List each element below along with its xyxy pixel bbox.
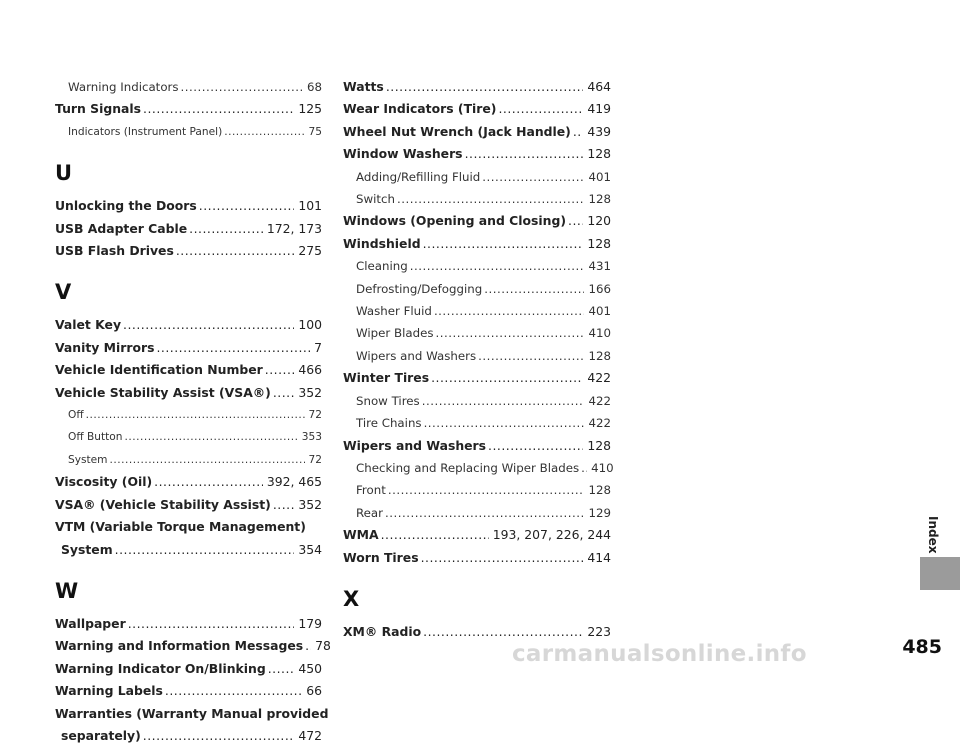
dot-leader xyxy=(381,524,489,546)
entry-term: Warning and Information Messages xyxy=(55,638,304,654)
index-entry-vehicle-identification-number[interactable] xyxy=(55,359,322,381)
dot-leader xyxy=(573,121,584,143)
page-reference[interactable]: 101 xyxy=(298,198,322,214)
dot-leader xyxy=(154,471,263,493)
index-entry-windshield[interactable] xyxy=(343,233,611,255)
dot-leader xyxy=(421,547,584,569)
index-entry-wallpaper[interactable] xyxy=(55,613,322,635)
index-entry-wma[interactable] xyxy=(343,524,611,546)
index-subentry-cleaning[interactable] xyxy=(343,255,611,277)
entry-term: Wipers and Washers xyxy=(343,437,487,453)
dot-leader xyxy=(482,166,584,188)
page-reference[interactable]: 401 xyxy=(588,304,611,319)
dot-leader xyxy=(431,367,583,389)
index-subentry-snow-tires[interactable] xyxy=(343,390,611,412)
index-subentry-adding-refilling-fluid[interactable] xyxy=(343,166,611,188)
dot-leader xyxy=(568,210,583,232)
page-reference[interactable]: 223 xyxy=(587,623,611,639)
dot-leader xyxy=(268,658,295,680)
page-reference[interactable]: 100 xyxy=(298,317,322,333)
entry-term: Windows (Opening and Closing) xyxy=(343,213,566,229)
dot-leader xyxy=(423,233,584,255)
page-reference[interactable]: 128 xyxy=(587,146,611,162)
entry-term: Watts xyxy=(343,79,384,94)
dot-leader xyxy=(273,494,295,516)
page-reference[interactable]: 466 xyxy=(298,362,322,378)
index-entry-warranties-warranty-manual-provided[interactable] xyxy=(55,703,329,725)
entry-term: Off xyxy=(68,409,84,422)
index-column-right xyxy=(343,76,614,643)
page-reference[interactable]: 125 xyxy=(298,101,322,117)
entry-term: Front xyxy=(356,483,386,498)
index-subentry-indicators-instrument-panel[interactable] xyxy=(55,121,322,143)
entry-term: USB Adapter Cable xyxy=(55,220,188,236)
index-entry-wheel-nut-wrench-jack-handle[interactable] xyxy=(343,121,611,143)
page-reference[interactable]: 464 xyxy=(587,79,611,94)
entry-term: Warranties (Warranty Manual provided xyxy=(55,705,329,721)
section-letter-u: U xyxy=(55,161,73,186)
page-reference[interactable]: 78 xyxy=(315,638,331,654)
index-entry-vanity-mirrors[interactable] xyxy=(55,337,322,359)
entry-term: Vehicle Stability Assist (VSA®) xyxy=(55,384,271,400)
index-subentry-off[interactable] xyxy=(55,404,322,426)
dot-leader xyxy=(465,143,584,165)
page-reference[interactable]: 439 xyxy=(587,123,611,139)
entry-term: Worn Tires xyxy=(343,549,419,565)
section-tab-label: Index xyxy=(926,516,940,554)
page-reference[interactable]: 352 xyxy=(298,384,322,400)
page-reference[interactable]: 75 xyxy=(308,125,322,138)
page-reference[interactable]: 128 xyxy=(587,437,611,453)
entry-term: Washer Fluid xyxy=(356,304,432,319)
dot-leader xyxy=(128,613,295,635)
dot-leader xyxy=(498,98,583,120)
page-reference[interactable]: 401 xyxy=(588,169,611,184)
index-entry-continuation[interactable] xyxy=(55,725,322,747)
index-subentry-warning-indicators[interactable] xyxy=(55,76,322,98)
page-reference[interactable]: 7 xyxy=(314,339,322,355)
index-subentry-defrosting-defogging[interactable] xyxy=(343,278,611,300)
entry-term: Cleaning xyxy=(356,259,408,274)
entry-term: Turn Signals xyxy=(55,101,142,117)
entry-term: Windshield xyxy=(343,235,421,251)
entry-term: Snow Tires xyxy=(356,393,420,408)
entry-term: Adding/Refilling Fluid xyxy=(356,169,481,184)
page-reference[interactable]: 422 xyxy=(587,370,611,386)
dot-leader xyxy=(305,635,311,657)
index-subentry-rear[interactable] xyxy=(343,502,611,524)
index-subentry-front[interactable] xyxy=(343,479,611,501)
dot-leader xyxy=(265,359,295,381)
page-reference[interactable]: 422 xyxy=(588,416,611,431)
page-reference[interactable]: 354 xyxy=(298,541,322,557)
dot-leader xyxy=(86,404,305,426)
entry-term: Rear xyxy=(356,505,384,520)
index-subentry-wipers-and-washers[interactable] xyxy=(343,345,611,367)
entry-term: VTM (Variable Torque Management) xyxy=(55,519,306,535)
page-reference[interactable]: 66 xyxy=(306,683,322,699)
dot-leader xyxy=(581,457,587,479)
entry-term: Warning Indicator On/Blinking xyxy=(55,660,266,676)
dot-leader xyxy=(143,98,294,120)
dot-leader xyxy=(424,412,585,434)
page-reference[interactable]: 166 xyxy=(588,281,611,296)
page-reference[interactable]: 352 xyxy=(298,496,322,512)
dot-leader xyxy=(273,382,295,404)
entry-term-continued: System xyxy=(61,541,113,557)
page-reference[interactable]: 179 xyxy=(298,615,322,631)
section-tab-marker xyxy=(920,557,960,590)
entry-term-continued: separately) xyxy=(61,727,141,743)
page-reference[interactable]: 410 xyxy=(588,326,611,341)
page-reference[interactable]: 128 xyxy=(588,483,611,498)
index-entry-watts[interactable] xyxy=(343,76,611,98)
dot-leader xyxy=(125,426,298,448)
dot-leader xyxy=(176,240,295,262)
page-reference[interactable]: 72 xyxy=(308,409,322,422)
dot-leader xyxy=(434,300,585,322)
entry-term: Unlocking the Doors xyxy=(55,198,197,214)
entry-term: Warning Labels xyxy=(55,683,163,699)
index-entry-warning-and-information-messages[interactable] xyxy=(55,635,331,657)
index-subentry-system[interactable] xyxy=(55,449,322,471)
page-reference[interactable]: 120 xyxy=(587,213,611,229)
page-reference[interactable]: 353 xyxy=(301,431,322,444)
page-reference[interactable]: 128 xyxy=(588,192,611,207)
entry-term: Wipers and Washers xyxy=(356,348,477,363)
dot-leader xyxy=(385,502,584,524)
index-entry-viscosity-oil[interactable] xyxy=(55,471,322,493)
dot-leader xyxy=(189,218,263,240)
page-number: 485 xyxy=(902,636,942,658)
index-column-left xyxy=(55,76,331,747)
index-entry-warning-labels[interactable] xyxy=(55,680,322,702)
index-entry-vehicle-stability-assist-vsa[interactable] xyxy=(55,382,322,404)
dot-leader xyxy=(110,449,305,471)
dot-leader xyxy=(423,621,583,643)
index-subentry-switch[interactable] xyxy=(343,188,611,210)
index-subentry-checking-and-replacing-wiper-blades[interactable] xyxy=(343,457,614,479)
index-entry-valet-key[interactable] xyxy=(55,314,322,336)
index-entry-winter-tires[interactable] xyxy=(343,367,611,389)
dot-leader xyxy=(422,390,585,412)
page-reference[interactable]: 422 xyxy=(588,393,611,408)
index-entry-worn-tires[interactable] xyxy=(343,547,611,569)
index-entry-wear-indicators-tire[interactable] xyxy=(343,98,611,120)
entry-term: Wear Indicators (Tire) xyxy=(343,101,497,117)
entry-term: USB Flash Drives xyxy=(55,243,174,259)
entry-term: Vanity Mirrors xyxy=(55,339,155,355)
entry-term: XM® Radio xyxy=(343,623,422,639)
entry-term: Tire Chains xyxy=(356,416,422,431)
index-entry-usb-flash-drives[interactable] xyxy=(55,240,322,262)
page-reference[interactable]: 128 xyxy=(588,348,611,363)
dot-leader xyxy=(123,314,294,336)
entry-term: WMA xyxy=(343,527,379,543)
dot-leader xyxy=(488,435,583,457)
dot-leader xyxy=(386,76,584,98)
dot-leader xyxy=(143,725,295,747)
page-reference[interactable]: 392, 465 xyxy=(266,474,322,490)
entry-term: Defrosting/Defogging xyxy=(356,281,483,296)
index-entry-vsa-vehicle-stability-assist[interactable] xyxy=(55,494,322,516)
dot-leader xyxy=(484,278,584,300)
entry-term: Off Button xyxy=(68,431,123,444)
section-letter-w: W xyxy=(55,578,79,603)
page-reference[interactable]: 419 xyxy=(587,101,611,117)
entry-term: Wallpaper xyxy=(55,615,126,631)
dot-leader xyxy=(397,188,584,210)
dot-leader xyxy=(224,121,304,143)
index-subentry-off-button[interactable] xyxy=(55,426,322,448)
index-entry-window-washers[interactable] xyxy=(343,143,611,165)
entry-term: Switch xyxy=(356,192,396,207)
page-reference[interactable]: 472 xyxy=(298,727,322,743)
index-entry-turn-signals[interactable] xyxy=(55,98,322,120)
entry-term: Winter Tires xyxy=(343,370,430,386)
entry-term: Wheel Nut Wrench (Jack Handle) xyxy=(343,123,571,139)
entry-term: Indicators (Instrument Panel) xyxy=(68,125,223,138)
section-letter-v: V xyxy=(55,280,72,305)
entry-term: Wiper Blades xyxy=(356,326,434,341)
dot-leader xyxy=(165,680,302,702)
page-reference[interactable]: 72 xyxy=(308,453,322,466)
page-reference[interactable]: 129 xyxy=(588,505,611,520)
index-entry-continuation[interactable] xyxy=(55,539,322,561)
dot-leader xyxy=(115,539,295,561)
page-reference[interactable]: 414 xyxy=(587,549,611,565)
dot-leader xyxy=(388,479,585,501)
index-subentry-tire-chains[interactable] xyxy=(343,412,611,434)
dot-leader xyxy=(478,345,584,367)
entry-term: VSA® (Vehicle Stability Assist) xyxy=(55,496,271,512)
dot-leader xyxy=(181,76,303,98)
index-entry-wipers-and-washers[interactable] xyxy=(343,435,611,457)
index-entry-windows-opening-and-closing[interactable] xyxy=(343,210,611,232)
page-reference[interactable]: 172, 173 xyxy=(266,220,322,236)
dot-leader xyxy=(156,337,310,359)
index-entry-unlocking-the-doors[interactable] xyxy=(55,195,322,217)
entry-term: Vehicle Identification Number xyxy=(55,362,263,378)
section-letter-x: X xyxy=(343,586,360,611)
page-reference[interactable]: 68 xyxy=(306,80,322,94)
entry-term: Window Washers xyxy=(343,146,463,162)
page-reference[interactable]: 128 xyxy=(587,235,611,251)
entry-term: System xyxy=(68,453,108,466)
page-reference[interactable]: 431 xyxy=(588,259,611,274)
watermark: carmanualsonline.info xyxy=(512,641,807,667)
entry-term: Viscosity (Oil) xyxy=(55,474,153,490)
index-subentry-wiper-blades[interactable] xyxy=(343,322,611,344)
page-reference[interactable]: 450 xyxy=(298,660,322,676)
entry-term: Valet Key xyxy=(55,317,122,333)
index-entry-xm-radio[interactable] xyxy=(343,621,611,643)
entry-term: Checking and Replacing Wiper Blades xyxy=(356,460,580,475)
index-entry-vtm-variable-torque-management[interactable] xyxy=(55,516,322,538)
index-subentry-washer-fluid[interactable] xyxy=(343,300,611,322)
page-reference[interactable]: 410 xyxy=(591,460,614,475)
dot-leader xyxy=(199,195,295,217)
index-entry-usb-adapter-cable[interactable] xyxy=(55,218,322,240)
index-entry-warning-indicator-on-blinking[interactable] xyxy=(55,658,322,680)
dot-leader xyxy=(436,322,585,344)
page-reference[interactable]: 275 xyxy=(298,243,322,259)
dot-leader xyxy=(410,255,585,277)
entry-term: Warning Indicators xyxy=(68,80,179,94)
page-reference[interactable]: 193, 207, 226, 244 xyxy=(492,527,611,543)
